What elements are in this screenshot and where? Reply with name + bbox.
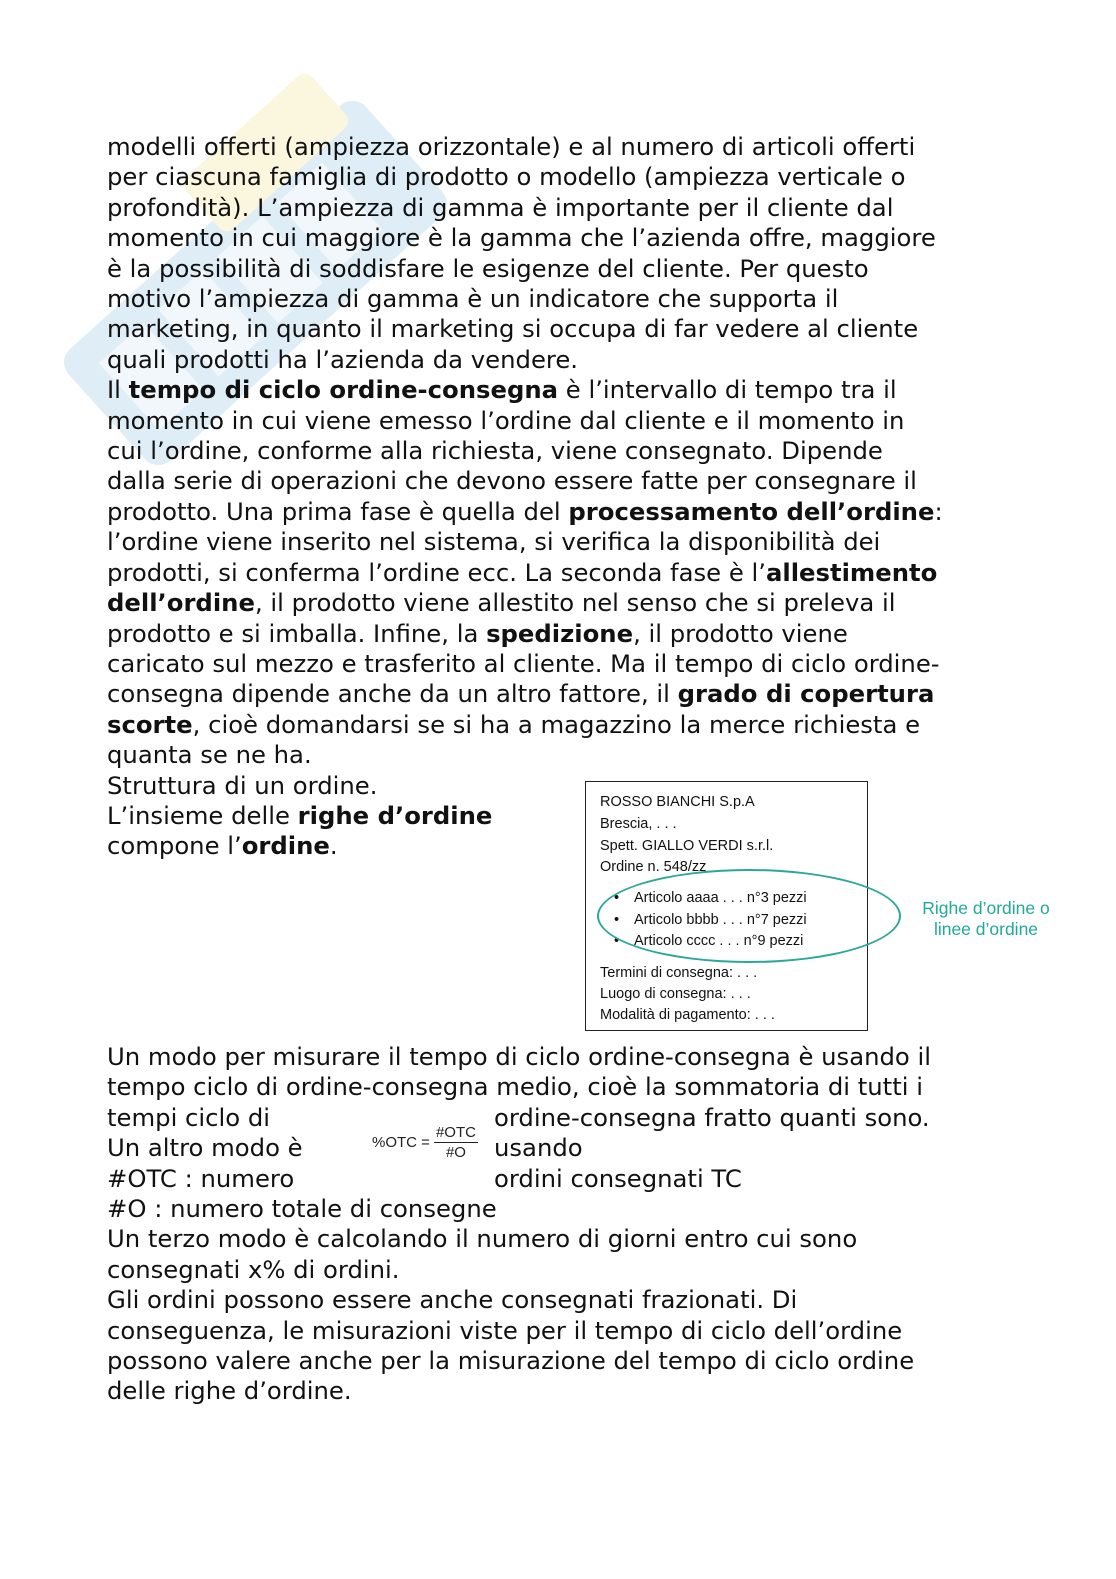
text-line: momento in cui maggiore è la gamma che l’azienda offre, maggiore [107, 223, 936, 253]
order-item-text: Articolo cccc . . . n°9 pezzi [634, 933, 804, 949]
term-grado-copertura: grado di copertura [677, 679, 935, 709]
formula-lhs: %OTC = [372, 1134, 430, 1151]
text-span: prodotto e si imballa. Infine, la [107, 618, 487, 648]
term-processamento: processamento dell’ordine [568, 496, 935, 526]
text-span: . [329, 831, 338, 861]
text-line: #O : numero totale di consegne [107, 1194, 497, 1224]
text-line [107, 588, 1007, 618]
bullet-icon: • [614, 912, 620, 928]
text-span: ordine-consegna fratto quanti sono. [494, 1102, 930, 1132]
text-line: modelli offerti (ampiezza orizzontale) e al numero di articoli offerti [107, 132, 916, 161]
text-span: , il prodotto viene allestito nel senso che si preleva il [254, 588, 896, 618]
text-span: ordini consegnati TC [494, 1163, 742, 1193]
order-number: Ordine n. 548/zz [600, 859, 707, 875]
order-lines-highlight-ellipse [597, 869, 901, 963]
text-span: tempi ciclo di [107, 1102, 271, 1132]
term-ordine: ordine [241, 831, 330, 861]
text-span: L’insieme delle [107, 800, 298, 830]
text-span: è l’intervallo di tempo tra il [558, 375, 897, 405]
text-line: delle righe d’ordine. [107, 1376, 352, 1406]
callout-line: linee d’ordine [933, 919, 1039, 939]
text-line [107, 619, 1007, 649]
text-line: quanta se ne ha. [107, 740, 312, 770]
order-payment: Modalità di pagamento: . . . [600, 1007, 775, 1023]
order-recipient: Spett. GIALLO VERDI s.r.l. [600, 838, 774, 854]
text-line [107, 710, 1007, 740]
text-span: compone l’ [107, 831, 242, 861]
text-line: cui l’ordine, conforme alla richiesta, viene consegnato. Dipende [107, 436, 883, 466]
text-span: #OTC : numero [107, 1163, 295, 1193]
text-line [107, 679, 1007, 709]
text-span: : [934, 496, 943, 526]
text-line: per ciascuna famiglia di prodotto o modello (ampiezza verticale o [107, 162, 906, 192]
term-allestimento: allestimento [765, 557, 938, 587]
text-line [107, 801, 1007, 831]
text-line: dalla serie di operazioni che devono essere fatte per consegnare il [107, 466, 917, 496]
term-righe-ordine: righe d’ordine [297, 800, 493, 830]
text-span: Un altro modo è [107, 1133, 303, 1163]
text-line: tempo ciclo di ordine-consegna medio, cioè la sommatoria di tutti i [107, 1072, 923, 1102]
text-line: momento in cui viene emesso l’ordine dal cliente e il momento in [107, 405, 905, 435]
text-span: prodotto. Una prima fase è quella del [107, 496, 569, 526]
text-line: consegnati x% di ordini. [107, 1254, 400, 1284]
order-terms: Termini di consegna: . . . [600, 965, 758, 981]
text-line: Struttura di un ordine. [107, 770, 378, 800]
text-line: l’ordine viene inserito nel sistema, si verifica la disponibilità dei [107, 527, 881, 557]
text-line: possono valere anche per la misurazione del tempo di ciclo ordine [107, 1346, 915, 1376]
order-company: ROSSO BIANCHI S.p.A [600, 794, 755, 810]
order-city: Brescia, . . . [600, 816, 677, 832]
text-span: , cioè domandarsi se si ha a magazzino la merce richiesta e [192, 709, 921, 739]
text-span: prodotti, si conferma l’ordine ecc. La seconda fase è l’ [107, 557, 766, 587]
text-line: quali prodotti ha l’azienda da vendere. [107, 344, 579, 374]
text-span: usando [494, 1133, 583, 1163]
text-line: è la possibilità di soddisfare le esigenze del cliente. Per questo [107, 253, 869, 283]
text-line: marketing, in quanto il marketing si occupa di far vedere al cliente [107, 314, 919, 344]
term-tempo-ciclo: tempo di ciclo ordine-consegna [128, 375, 559, 405]
text-line [107, 497, 1007, 527]
order-item-text: Articolo aaaa . . . n°3 pezzi [634, 890, 807, 906]
text-span: Il [107, 375, 129, 405]
formula-numerator: #OTC [435, 1124, 476, 1141]
text-span: consegna dipende anche da un altro fattore, il [107, 679, 678, 709]
text-span: , il prodotto viene [633, 618, 848, 648]
text-line [107, 831, 1007, 861]
text-line [107, 375, 1007, 405]
text-line: Un modo per misurare il tempo di ciclo ordine-consegna è usando il [107, 1042, 932, 1071]
text-line: caricato sul mezzo e trasferito al cliente. Ma il tempo di ciclo ordine- [107, 648, 940, 678]
formula-denominator: #O [445, 1144, 466, 1161]
text-line: motivo l’ampiezza di gamma è un indicatore che supporta il [107, 284, 839, 314]
order-place: Luogo di consegna: . . . [600, 986, 751, 1002]
text-line: conseguenza, le misurazioni viste per il tempo di ciclo dell’ordine [107, 1315, 903, 1345]
term-dell-ordine: dell’ordine [107, 588, 255, 618]
paragraph-top [107, 132, 1007, 862]
term-spedizione: spedizione [486, 618, 634, 648]
paragraph-bottom [107, 1042, 1007, 1407]
text-line [107, 1133, 1007, 1163]
text-line: Gli ordini possono essere anche consegnati frazionati. Di [107, 1285, 798, 1315]
term-scorte: scorte [107, 709, 193, 739]
callout-line: Righe d’ordine o [922, 898, 1050, 918]
text-line: profondità). L’ampiezza di gamma è importante per il cliente dal [107, 192, 894, 222]
order-item-text: Articolo bbbb . . . n°7 pezzi [634, 912, 807, 928]
bullet-icon: • [614, 890, 620, 906]
order-lines-callout [912, 898, 1060, 940]
text-line: Un terzo modo è calcolando il numero di giorni entro cui sono [107, 1224, 858, 1254]
text-line [107, 1103, 1007, 1133]
bullet-icon: • [614, 933, 620, 949]
text-line [107, 1164, 1007, 1194]
text-line [107, 558, 1007, 588]
